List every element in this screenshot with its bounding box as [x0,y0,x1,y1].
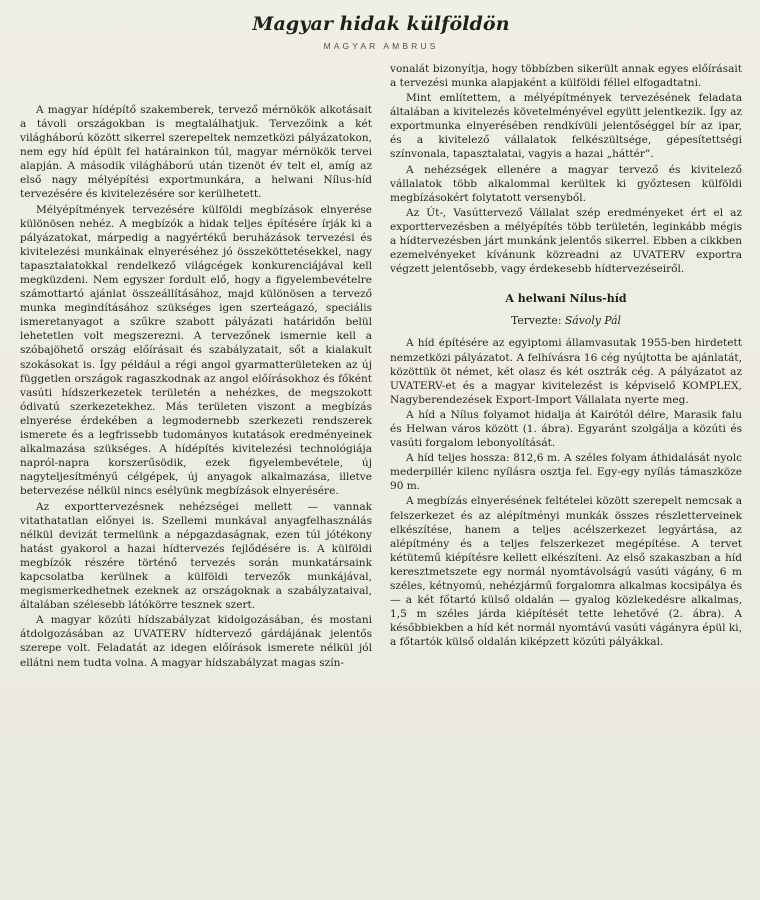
section-header [390,292,742,328]
section-title: A helwani Nílus-híd [505,292,627,306]
paragraph: Az Út-, Vasúttervező Vállalat szép eredményeket ért el az exporttervezésben a mélyépítés több területén, leginkább mégis a hídtervezésben járt munkánk jelentős sikerrel. Ebben a cikkben ezemelvényeket kívánunk közreadni az UVATERV exportra végzett jelentősebb, vagy érdekesebb hídtervezéseiről. [390,206,742,276]
paragraph: Mélyépítmények tervezésére külföldi megbízások elnyerése különösen nehéz. A megbízók a hidak teljes építésére írják ki a pályázatokat, márpedig a nagyértékű beruházások tervezési és kivitelezési munkáinak elnyeréséhez jó összeköttetésekkel, nagy tapasztalatokkal rendelkező világcégek konkurenciájával kell megküzdeni. Nem egyszer fordult elő, hogy a figyelembevételre számottartó ajánlat összeállításához, majd különösen a tervező munka megindításához szükséges igen szerteágazó, speciális ismeretanyagot a szűkre szabott pályázati határidőn belül lehetetlen volt megszerezni. A tervezőnek ismernie kell a szóbajöhető ország előírásait és szabályzatait, sőt a kialakult szokásokat is. Így például a régi angol gyarmatterületeken az új független országok ragaszkodnak az angol előírásokhoz és főként vasúti hídszerkezetek területén a nehézkes, de megszokott ódivatú szerkezetekhez. Más területen viszont a megbízás elnyerése érdekében a legmodernebb szerkezeti rendszerek ismerete és a legfrissebb tudományos kutatások eredményeinek alkalmazása szükséges. A hídépítés kivitelezési technológiája napról-napra korszerűsödik, ezek figyelembevétele, új nagyteljesítményű célgépek, új anyagok alkalmazása, illetve betervezése nélkül nincs esélyünk megbízások elnyerésére. [20,203,372,498]
paragraph: A megbízás elnyerésének feltételei között szerepelt nemcsak a felszerkezet és az alépítményi munkák összes részletterveinek elkészítése, hanem a teljes acélszerkezet legyártása, az alépítmény és a teljes felszerkezet megépítése. A tervet kétütemű kiépítésre kellett elkészíteni. Az első szakaszban a híd keresztmetszete egy normál nyomtávolságú vasúti vágány, 6 m széles, kétnyomú, nehézjármű forgalomra alkalmas kocsipálya és — a két főtartó külső oldalán — gyalog közlekedésre alkalmas, 1,5 m széles járda kiépítését tette lehetővé (2. ábra). A későbbiekben a híd két normál nyomtávú vasúti vágányra épül ki, a főtartók külső oldalán kiképzett közúti pályákkal. [390,495,742,649]
designer-label: Tervezte: [511,314,562,328]
article-header [20,14,742,51]
paragraph: Az exporttervezésnek nehézségei mellett — vannak vitathatatlan előnyei is. Szellemi munkával anyagfelhasználás nélkül devizát termelünk a népgazdaságnak, ezen túl jótékony hatást gyakorol a hazai hídtervezés fejlődésére is. A külföldi megbízók részére történő tervezés során munkatársaink kapcsolatba kerülnek a külföldi tervezők munkájával, megismerkedhetnek ezeknek az országoknak a szabályzataival, általában szélesebb látókörre tesznek szert. [20,500,372,612]
paragraph: A magyar hídépítő szakemberek, tervező mérnökök alkotásait a távoli országokban is megtalálhatjuk. Tervezőink a két világháború között sikerrel szerepeltek nemzetközi pályázatokon, nem egy híd épült fel határainkon túl, magyar mérnökök tervei alapján. A második világháború után tizenöt év telt el, amíg az első nagy mélyépítési exportmunkára, a helwani Nílus-híd tervezésére és kivitelezésére sor kerülhetett. [20,103,372,201]
paragraph: Mint említettem, a mélyépítmények tervezésének feladata általában a kivitelezés követelményével együtt jelentkezik. Így az exportmunka elnyerésében rendkívüli jelentőséggel bír az ipar, és a kivitelező vállalatok felkészültsége, gépesítettségi színvonala, tapasztalatai, vagyis a hazai „háttér”. [390,92,742,161]
paragraph: A híd a Nílus folyamot hidalja át Kairótól délre, Marasik falu és Helwan város között (1. ábra). Egyaránt szolgálja a közúti és vasúti forgalom lebonyolítását. [390,408,742,450]
article-title: Magyar hidak külföldön [252,13,510,35]
paragraph: A magyar közúti hídszabályzat kidolgozásában, és mostani átdolgozásában az UVATERV hídtervező gárdájának jelentős szerepe volt. Feladatát az idegen előírások ismerete nélkül jól ellátni nem tudta volna. A magyar hídszabályzat magas szín- [20,614,372,669]
paragraph: vonalát bizonyítja, hogy többízben sikerült annak egyes előírásait a tervezési munka alapjaként a külföldi féllel elfogadtatni. [390,62,742,89]
article-columns [20,61,742,671]
paragraph: A híd teljes hossza: 812,6 m. A széles folyam áthidalását nyolc mederpillér kilenc nyílásra osztja fel. Egy-egy nyílás támaszköze 90 m. [390,452,742,493]
paragraph: A híd építésére az egyiptomi államvasutak 1955-ben hirdetett nemzetközi pályázatot. A felhívásra 16 cég nyújtotta be ajánlatát, közöttük öt német, két olasz és két osztrák cég. A pályázatot az UVATERV-et és a magyar kivitelezést is képviselő KOMPLEX, Nagyberendezések Export-Import Vállalata nyerte meg. [390,337,742,406]
author-byline: MAGYAR AMBRUS [323,40,439,51]
right-column [390,62,742,651]
designer-name: Sávoly Pál [564,314,621,328]
paragraph: A nehézségek ellenére a magyar tervező és kivitelező vállalatok több alkalommal kerültek ki győztesen külföldi megbízásokért folytatott versenyből. [390,163,742,204]
designer-line [390,315,742,328]
left-column [20,103,372,671]
